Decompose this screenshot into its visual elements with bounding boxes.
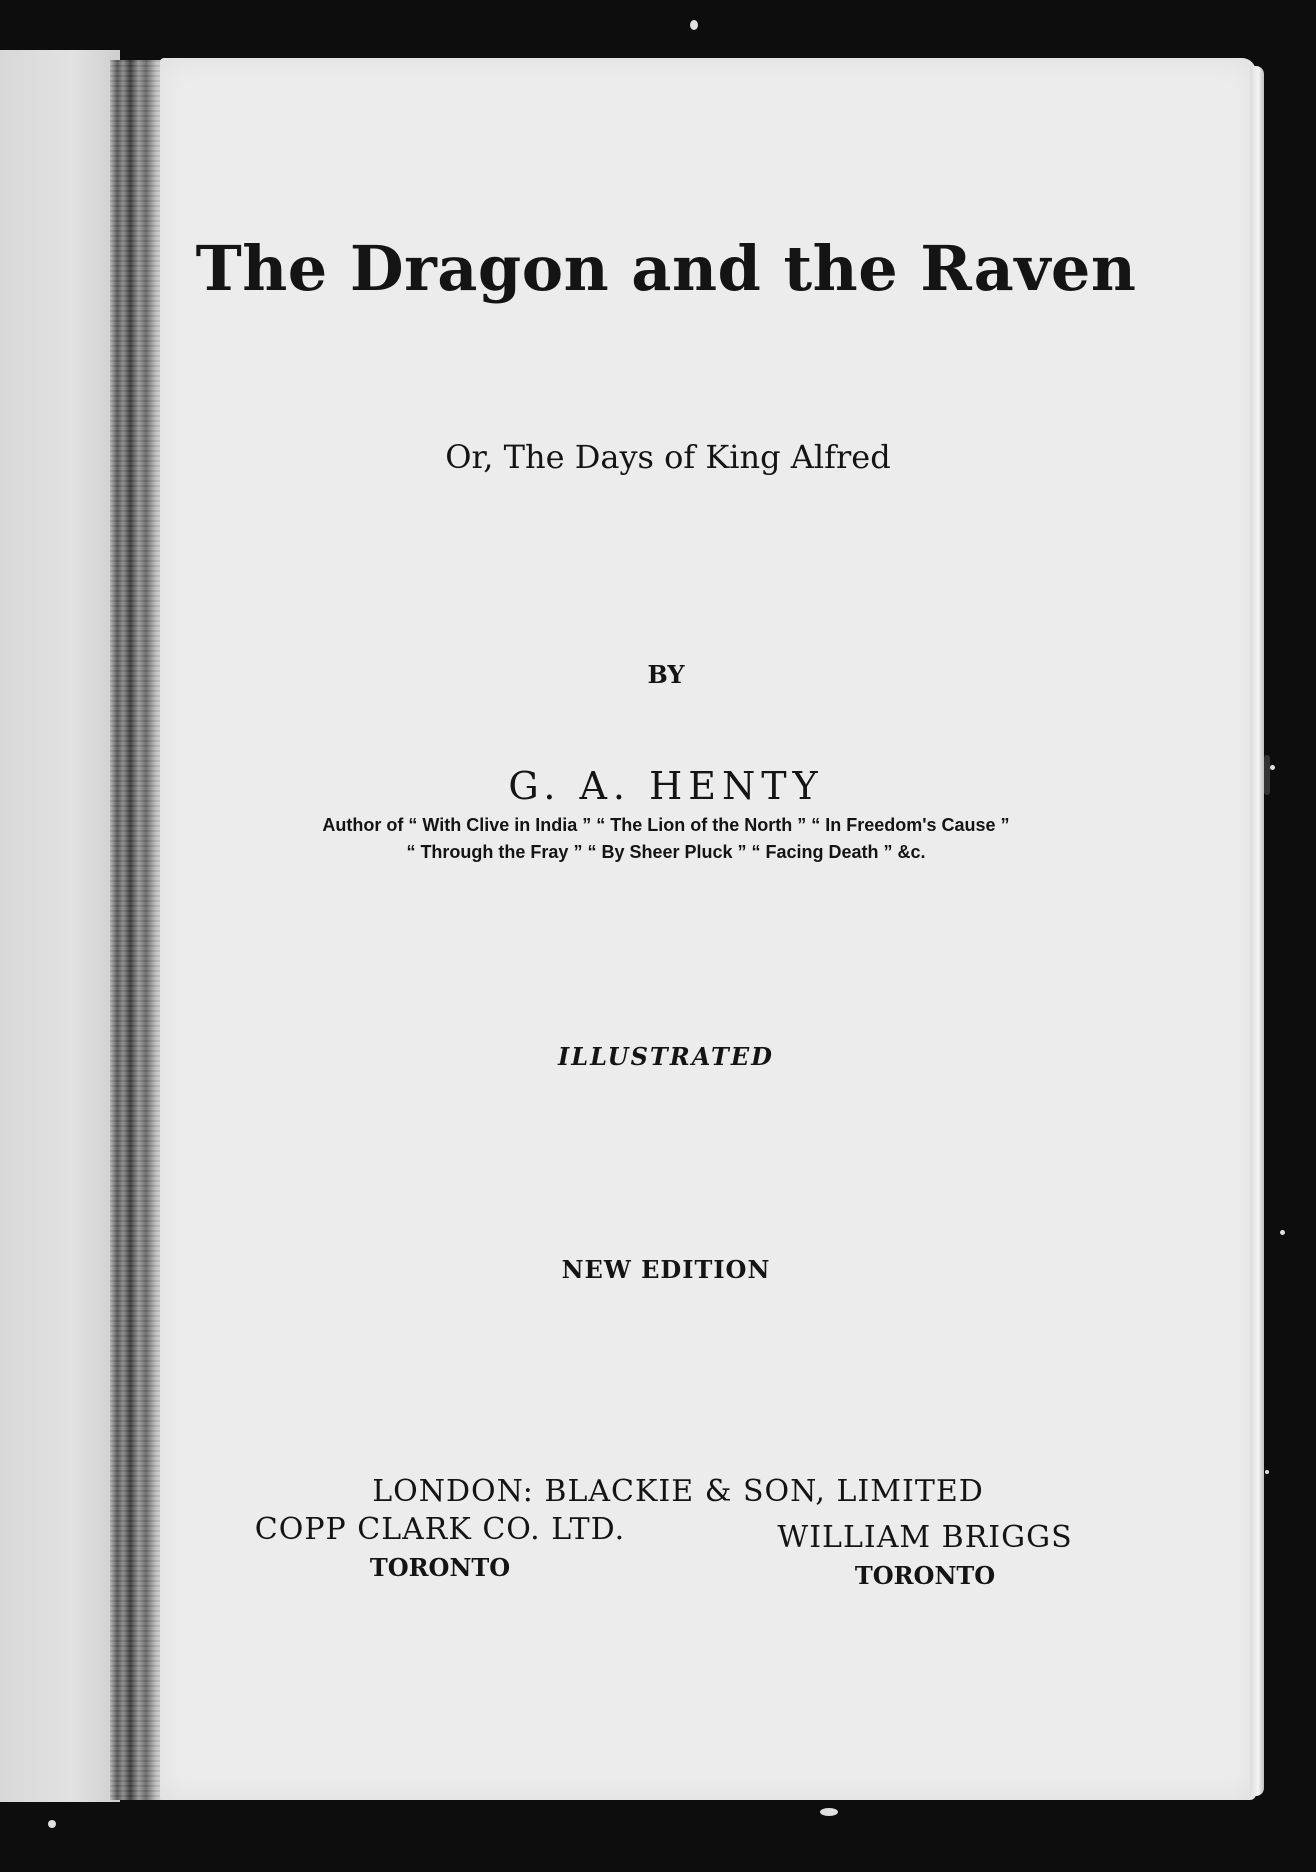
scan-speck	[1280, 1230, 1285, 1235]
scan-speck	[690, 20, 698, 30]
other-works-line-1: Author of “ With Clive in India ” “ The Lion of the North ” “ In Freedom's Cause ”	[322, 815, 1010, 835]
illustrated-label: ILLUSTRATED	[557, 1042, 774, 1071]
scan-speck	[48, 1820, 56, 1828]
publisher-imprint: LONDON: BLACKIE & SON, LIMITED	[372, 1474, 984, 1509]
other-works-line-2: “ Through the Fray ” “ By Sheer Pluck ” “ Facing Death ” &c.	[406, 842, 926, 862]
publisher-name: WILLIAM BRIGGS	[777, 1520, 1073, 1555]
publisher-name: COPP CLARK CO. LTD.	[254, 1512, 626, 1547]
page-edge	[1250, 66, 1264, 1796]
by-label: BY	[647, 660, 685, 689]
scan-speck	[1270, 765, 1275, 770]
publisher-william-briggs	[760, 1520, 1090, 1590]
scan-speck	[1265, 1470, 1269, 1474]
author-name: G. A. HENTY	[508, 764, 824, 808]
scan-speck	[1264, 755, 1270, 795]
publisher-copp-clark	[230, 1512, 650, 1582]
left-page-edge	[0, 50, 120, 1802]
scan-speck	[820, 1808, 838, 1816]
publisher-city: TORONTO	[369, 1553, 511, 1582]
book-subtitle: Or, The Days of King Alfred	[445, 438, 891, 476]
publisher-city: TORONTO	[854, 1561, 996, 1590]
book-title: The Dragon and the Raven	[195, 232, 1137, 305]
edition-label: NEW EDITION	[561, 1255, 771, 1284]
